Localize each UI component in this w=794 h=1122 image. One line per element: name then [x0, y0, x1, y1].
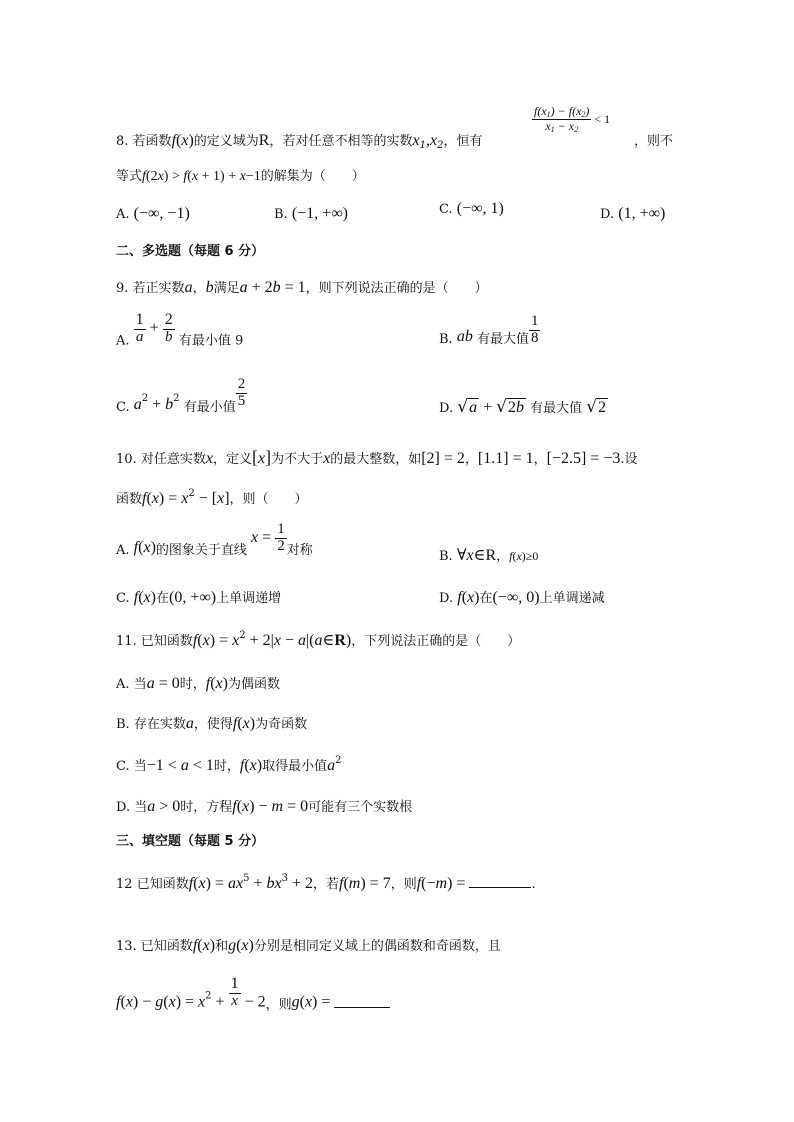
q13-text: 分别是相同定义域上的偶函数和奇函数，且 [253, 939, 501, 954]
q8-text: 的定义域为 [193, 134, 259, 149]
option-text: 在 [155, 591, 169, 606]
q13-text: ，则 [265, 997, 292, 1013]
question-8-line2: 等式f(2x) > f(x + 1) + x−1的解集为（ ） [116, 169, 365, 184]
q8-text: ，若对任意不相等的实数 [269, 134, 413, 149]
option-text: 有最大值 [530, 401, 583, 416]
q9-option-d: D. √a + √2b 有最大值 √2 [439, 397, 607, 417]
q9-text: 满足 [213, 281, 240, 296]
q11-option-d: D. 当a > 0时，方程f(x) − m = 0可能有三个实数根 [116, 798, 413, 815]
q11-text: ，下列说法正确的是（ ） [351, 634, 521, 649]
q12-text: 已知函数 [136, 877, 189, 892]
q12-number: 12 [116, 877, 133, 892]
option-text: 时， [179, 677, 206, 692]
q10-text: .设 [620, 452, 638, 467]
option-text: 可能有三个实数根 [308, 800, 413, 815]
section-2-heading: 二、多选题（每题 6 分） [116, 244, 265, 259]
option-text: 有最小值 9 [178, 333, 244, 349]
option-label: C. [116, 759, 130, 774]
question-13-line2: $f(x) - g(x) = x_2$ + $\frac{1}{x}$ − 2，则g(x) = [116, 976, 390, 1012]
option-label: C. [116, 591, 130, 606]
option-label: A. [116, 542, 130, 558]
q8-R: R [258, 132, 270, 149]
q10-text: 对任意实数 [140, 452, 206, 467]
option-label: C. [439, 202, 453, 217]
q11-option-a: A. 当a = 0时，f(x)为偶函数 [116, 675, 280, 692]
q8-text: 若函数 [132, 134, 172, 149]
option-text: 为偶函数 [227, 677, 280, 692]
q13-answer-blank[interactable] [334, 1007, 390, 1008]
q10-text: 函数 [116, 492, 143, 507]
q12-text: ，若 [312, 877, 339, 892]
option-text: (−∞, −1) [133, 205, 190, 222]
q8-fx: f [171, 132, 177, 149]
option-label: A. [116, 207, 130, 222]
question-10-line2: 函数$f(x) = x^2 - [x]$，则（ ） [116, 488, 308, 507]
q8-number: 8. [116, 134, 129, 149]
q10-text: 的最大整数，如 [330, 452, 422, 467]
option-text: ，使得 [193, 717, 233, 732]
q8-option-b [274, 205, 348, 223]
option-text: 上单调递减 [539, 591, 605, 606]
q13-text: 和 [215, 939, 229, 954]
option-text: 时， [213, 759, 240, 774]
q8-option-d [600, 205, 665, 223]
q9-text: ， [192, 281, 206, 296]
option-text: 当 [133, 759, 147, 774]
q10-option-b: B. ∀x∈R，f(x)≥0 [439, 547, 539, 564]
option-text: 有最小值 [183, 399, 236, 415]
q10-text: ，定义 [212, 452, 252, 467]
option-label: D. [439, 591, 454, 606]
q13-number: 13. [116, 939, 137, 954]
option-text: 存在实数 [133, 717, 186, 732]
question-9: 9. 若正实数a，b满足a + 2b = 1，则下列说法正确的是（ ） [116, 279, 488, 296]
q10-text: 为不大于 [271, 452, 324, 467]
section-3-heading: 三、填空题（每题 5 分） [116, 834, 265, 849]
q8-fraction-inequality: $\frac{f(x1) - f(x2)}{x1 - x2}$ < 1 [534, 104, 611, 135]
option-label: B. [116, 717, 130, 732]
option-text: 时，方程 [180, 800, 233, 815]
q10-option-a: A. f(x)的图象关于直线 x = $\frac{1}{2}$ 对称 [116, 521, 313, 558]
option-text: 上单调递增 [216, 591, 282, 606]
option-label: B. [274, 207, 288, 222]
q9-text: ，则下列说法正确的是（ ） [305, 281, 488, 296]
q10-text: ，则（ ） [229, 492, 308, 507]
option-text: ， [496, 549, 510, 564]
option-text: 取得最小值 [262, 759, 328, 774]
q9-option-b: B. ab 有最大值 $\frac{1}{8}$ [439, 313, 539, 347]
q8-line1-end [634, 130, 673, 149]
question-8-line1: 8. 若函数f(x)的定义域为R，若对任意不相等的实数$x_1,x_2$，恒有 [116, 132, 483, 151]
q13-text: 已知函数 [140, 939, 193, 954]
q11-option-b: B. 存在实数a，使得f(x)为奇函数 [116, 715, 308, 732]
option-text: (1, +∞) [618, 205, 666, 222]
q9-option-c: C. $a_2 + b_2$ 有最小值 $\frac{2}{5}$ [116, 376, 246, 415]
q8-text: 等式 [116, 169, 143, 184]
q10-option-c: C. f(x)在(0, +∞)上单调递增 [116, 589, 282, 606]
option-label: A. [116, 333, 130, 349]
q10-number: 10. [116, 452, 137, 467]
q8-text: 的解集为（ ） [260, 169, 365, 184]
option-text: 在 [479, 591, 493, 606]
q9-number: 9. [116, 281, 129, 296]
option-label: C. [116, 399, 130, 415]
question-13-line1: 13. 已知函数f(x)和g(x)分别是相同定义域上的偶函数和奇函数，且 [116, 937, 501, 954]
option-text: 为奇函数 [255, 717, 308, 732]
q8-option-a [116, 205, 190, 223]
option-text: 的图象关于直线 [155, 542, 247, 558]
q8-option-c [439, 200, 504, 218]
q8-text: ，恒有 [443, 134, 483, 149]
option-label: D. [116, 800, 131, 815]
q9-option-a: A. $\frac{1}{a}$ + $\frac{2}{b}$ 有最小值 9 [116, 311, 244, 349]
option-label: A. [116, 677, 130, 692]
q10-text: ， [533, 452, 547, 467]
q11-option-c: C. 当−1 < a < 1时，f(x)取得最小值$a^2$ [116, 755, 342, 774]
option-text: 对称 [286, 542, 313, 558]
q11-text: 已知函数 [140, 634, 193, 649]
option-text: 当 [133, 677, 147, 692]
option-text: 当 [134, 800, 148, 815]
q8-text: ，则不 [634, 134, 674, 149]
q12-answer-blank[interactable] [469, 887, 531, 888]
option-text: (−∞, 1) [456, 200, 504, 217]
q9-text: 若正实数 [132, 281, 185, 296]
option-label: B. [439, 549, 453, 564]
q10-text: ， [464, 452, 478, 467]
option-label: B. [439, 332, 453, 347]
option-label: D. [600, 207, 615, 222]
option-text: 有最大值 [476, 332, 529, 347]
question-12: 12 已知函数$f(x) = ax^5 + bx^3 + 2$，若f(m) = 7，则f(−m) = . [116, 873, 536, 892]
q12-text: ，则 [390, 877, 417, 892]
question-10-line1: 10. 对任意实数x，定义[x]为不大于x的最大整数，如[2] = 2，[1.1] = 1，[−2.5] = −3.设 [116, 447, 638, 467]
option-label: D. [439, 401, 454, 416]
option-text: (−1, +∞) [291, 205, 348, 222]
question-11: 11. 已知函数$f(x) = x^2 + 2|x$ − a|(a∈R)，下列说法正确的是（ ） [116, 630, 521, 649]
q12-text: . [531, 877, 536, 892]
q10-option-d: D. f(x)在(−∞, 0)上单调递减 [439, 589, 605, 606]
q11-number: 11. [116, 634, 137, 649]
